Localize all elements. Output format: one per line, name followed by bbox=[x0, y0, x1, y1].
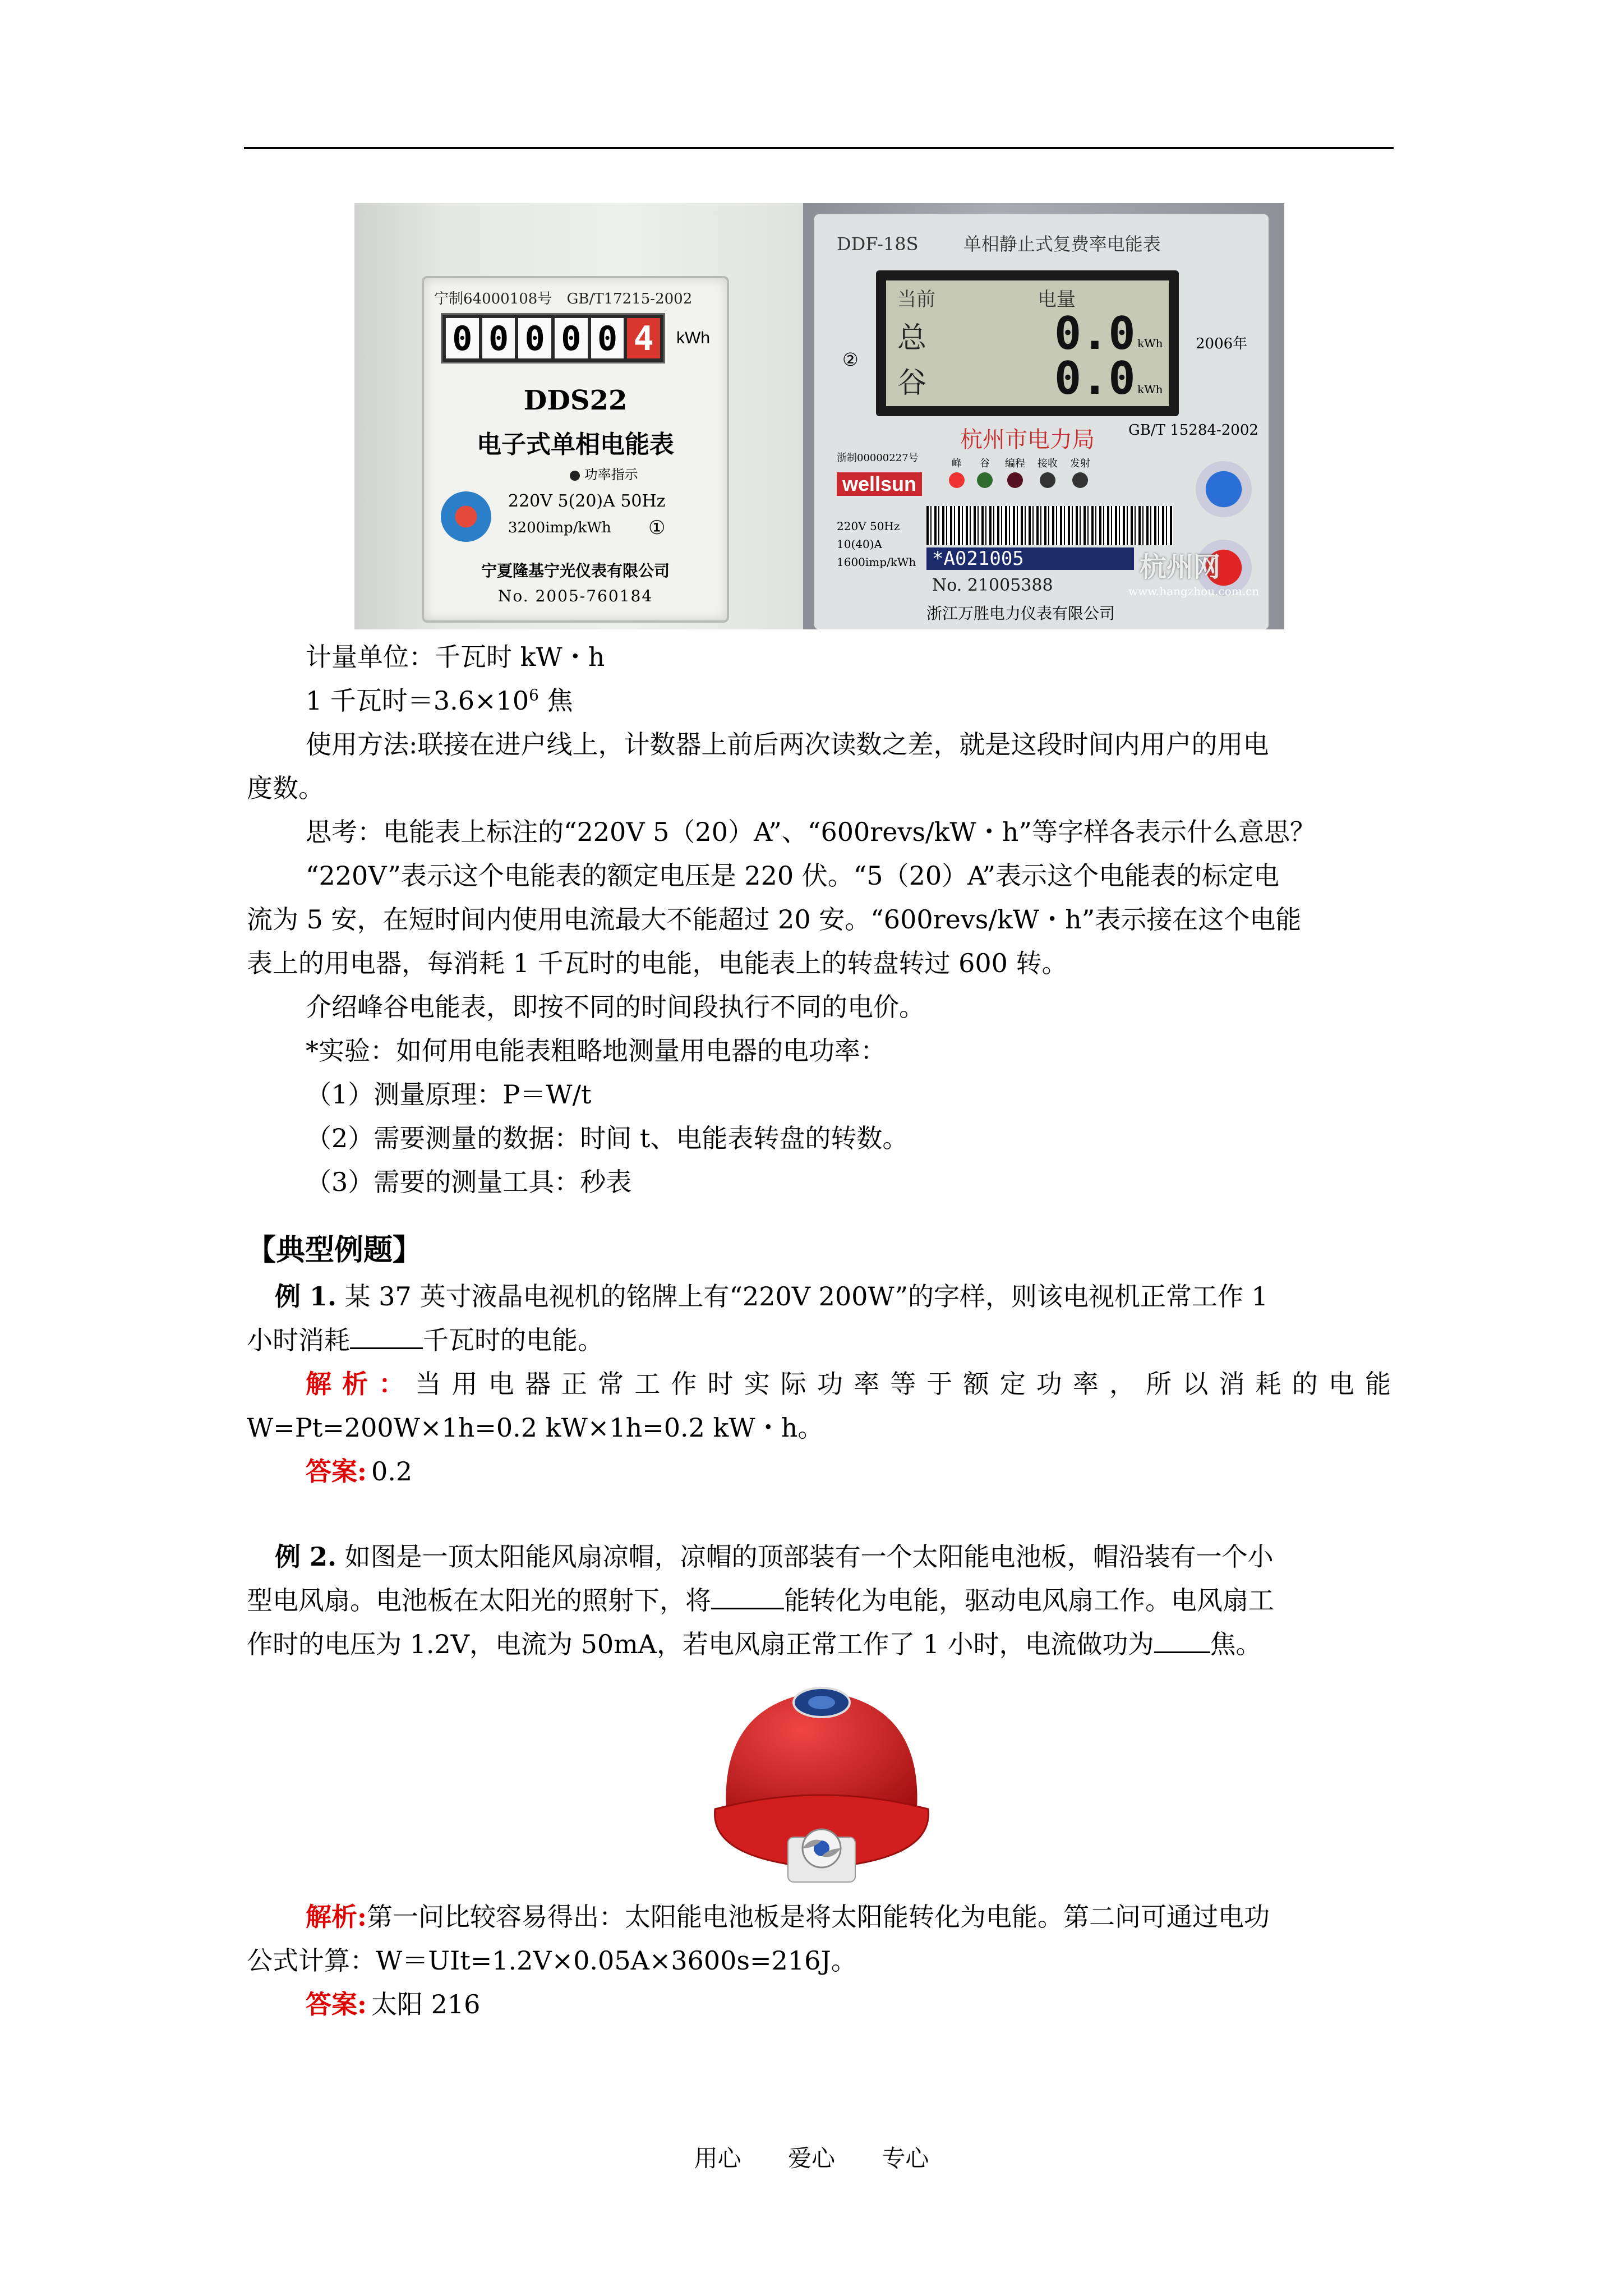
lcd-valley: 谷 bbox=[897, 366, 927, 400]
answer-value: 太阳 216 bbox=[371, 1989, 481, 2019]
brand-logo bbox=[441, 491, 491, 542]
led-red bbox=[949, 472, 965, 488]
led-label: 峰 bbox=[952, 458, 962, 470]
counter-unit: kWh bbox=[676, 329, 710, 347]
watermark-logo: 杭州网 bbox=[1140, 551, 1221, 583]
power-indicator-label: 功率指示 bbox=[584, 467, 638, 482]
counter-window bbox=[441, 313, 665, 364]
analysis-label: 解析： bbox=[306, 1369, 416, 1399]
conversion-line bbox=[306, 679, 573, 723]
meter-serial: No. 21005388 bbox=[932, 576, 1053, 595]
lcd-screen bbox=[886, 280, 1169, 406]
example-2-line-2 bbox=[247, 1579, 1274, 1622]
meter-class: ① bbox=[648, 517, 666, 539]
answer-blank bbox=[350, 1322, 423, 1349]
example-1-answer bbox=[306, 1450, 412, 1493]
meter-constant: 3200imp/kWh bbox=[508, 519, 611, 536]
conversion-unit: 焦 bbox=[538, 685, 573, 716]
meter-name: 电子式单相电能表 bbox=[477, 430, 674, 459]
counter-digit: 0 bbox=[446, 318, 479, 358]
step-1: （1）测量原理：P＝W/t bbox=[306, 1079, 592, 1110]
example-1-line-2 bbox=[247, 1318, 603, 1362]
meter-maker: 宁夏隆基宁光仪表有限公司 bbox=[481, 562, 670, 580]
meter-bureau: 杭州市电力局 bbox=[960, 427, 1095, 453]
example-2-label: 例 2. bbox=[275, 1542, 337, 1572]
counter-digit: 0 bbox=[518, 318, 551, 358]
conversion-text: 1 千瓦时＝3.6×10 bbox=[306, 685, 529, 716]
example-2-analysis-line-1 bbox=[306, 1895, 1270, 1939]
lcd-unit-2: kWh bbox=[1137, 383, 1163, 396]
led-dark bbox=[1040, 472, 1055, 488]
example-1-question: 某 37 英寸液晶电视机的铭牌上有“220V 200W”的字样，则该电视机正常工作 1 bbox=[336, 1281, 1268, 1312]
meter-class: ② bbox=[842, 349, 859, 370]
lcd-reading-1: 0.0 bbox=[1054, 307, 1136, 360]
led-dark bbox=[1072, 472, 1088, 488]
led-dark bbox=[1007, 472, 1023, 488]
barcode bbox=[926, 506, 1173, 545]
meter-year: 2006年 bbox=[1196, 335, 1248, 352]
answer-label: 答案: bbox=[306, 1456, 367, 1487]
example-1-analysis-line-2: W=Pt=200W×1h=0.2 kW×1h=0.2 kW・h。 bbox=[247, 1412, 824, 1443]
meter-face bbox=[422, 276, 729, 623]
meter-name: 单相静止式复费率电能表 bbox=[963, 233, 1161, 255]
answer-blank bbox=[711, 1582, 784, 1609]
example-2-text: 能转化为电能，驱动电风扇工作。电风扇工 bbox=[784, 1585, 1274, 1616]
meter-model: DDF-18S bbox=[837, 233, 919, 255]
answer-value: 0.2 bbox=[371, 1456, 413, 1487]
example-2-question: 如图是一顶太阳能风扇凉帽，凉帽的顶部装有一个太阳能电池板，帽沿装有一个小 bbox=[336, 1542, 1274, 1572]
usage-line-2: 度数。 bbox=[247, 773, 324, 803]
meter-standard: GB/T17215-2002 bbox=[566, 291, 693, 307]
example-1-analysis-line-1 bbox=[306, 1362, 1391, 1406]
rating-line: 220V 50Hz bbox=[837, 519, 900, 533]
lcd-unit-1: kWh bbox=[1137, 337, 1163, 350]
lcd-energy: 电量 bbox=[1038, 288, 1076, 311]
lcd-panel bbox=[876, 270, 1179, 416]
example-1-text: 小时消耗 bbox=[247, 1325, 350, 1355]
answer-label: 答案: bbox=[306, 1989, 367, 2019]
experiment-line: *实验：如何用电能表粗略地测量用电器的电功率： bbox=[306, 1036, 886, 1066]
counter-digit-red: 4 bbox=[627, 318, 660, 358]
barcode-text: *A021005 bbox=[926, 547, 1134, 570]
meter-serial: No. 2005-760184 bbox=[497, 587, 653, 605]
meter-cert: 宁制64000108号 bbox=[434, 291, 552, 307]
led-label: 编程 bbox=[1005, 458, 1025, 470]
step-3: （3）需要的测量工具：秒表 bbox=[306, 1167, 632, 1197]
power-led bbox=[570, 471, 580, 481]
counter-digit: 0 bbox=[555, 318, 588, 358]
meter-photo-right bbox=[803, 203, 1284, 629]
step-2: （2）需要测量的数据：时间 t、电能表转盘的转数。 bbox=[306, 1123, 909, 1153]
led-green bbox=[977, 472, 993, 488]
example-1-label: 例 1. bbox=[275, 1281, 337, 1312]
lcd-total: 总 bbox=[897, 321, 927, 355]
answer-blank bbox=[1154, 1626, 1210, 1653]
led-row bbox=[949, 455, 1090, 490]
example-2-analysis-line-2: 公式计算：W＝UIt=1.2V×0.05A×3600s=216J。 bbox=[247, 1945, 857, 1976]
led-label: 谷 bbox=[980, 458, 990, 470]
peak-valley-line: 介绍峰谷电能表，即按不同的时间段执行不同的电价。 bbox=[306, 992, 925, 1022]
counter-digit: 0 bbox=[591, 318, 624, 358]
example-2-text: 型电风扇。电池板在太阳光的照射下，将 bbox=[247, 1585, 711, 1616]
solar-cap-photo bbox=[704, 1669, 939, 1899]
header-rule bbox=[244, 147, 1394, 149]
led-label: 发射 bbox=[1070, 458, 1090, 470]
example-2-line-1 bbox=[275, 1535, 1274, 1579]
example-2-text: 焦。 bbox=[1210, 1629, 1262, 1659]
answer-line-2: 流为 5 安，在短时间内使用电流最大不能超过 20 安。“600revs/kW・h”表示接在这个电能 bbox=[247, 904, 1302, 935]
counter-digit: 0 bbox=[482, 318, 515, 358]
think-line: 思考：电能表上标注的“220V 5（20）A”、“600revs/kW・h”等字样各表示什么意思？ bbox=[306, 817, 1316, 847]
unit-line: 计量单位：千瓦时 kW・h bbox=[306, 642, 605, 672]
meter-maker: 浙江万胜电力仪表有限公司 bbox=[926, 604, 1115, 623]
analysis-text: 当用电器正常工作时实际功率等于额定功率，所以消耗的电能 bbox=[415, 1369, 1391, 1399]
lcd-reading-2: 0.0 bbox=[1054, 352, 1136, 404]
solar-cap-illustration bbox=[704, 1669, 939, 1899]
page-footer: 用心 爱心 专心 bbox=[694, 2145, 929, 2172]
section-title: 【典型例题】 bbox=[247, 1233, 422, 1267]
example-2-text: 作时的电压为 1.2V，电流为 50mA，若电风扇正常工作了 1 小时，电流做功为 bbox=[247, 1629, 1154, 1659]
meter-photo-left bbox=[354, 203, 803, 629]
led-label: 接收 bbox=[1038, 458, 1058, 470]
example-2-line-3 bbox=[247, 1622, 1262, 1666]
answer-line-3: 表上的用电器，每消耗 1 千瓦时的电能，电能表上的转盘转过 600 转。 bbox=[247, 948, 1068, 978]
conversion-exponent: 6 bbox=[529, 685, 539, 705]
meter-face bbox=[814, 214, 1269, 629]
analysis-label: 解析: bbox=[306, 1902, 367, 1932]
usage-line-1: 使用方法:联接在进户线上，计数器上前后两次读数之差，就是这段时间内用户的用电 bbox=[306, 729, 1269, 760]
blue-button bbox=[1196, 461, 1252, 517]
example-1-line-1 bbox=[275, 1274, 1268, 1318]
meter-model: DDS22 bbox=[523, 385, 628, 416]
rating-line: 1600imp/kWh bbox=[837, 555, 916, 569]
example-2-answer bbox=[306, 1982, 480, 2026]
analysis-text: 第一问比较容易得出：太阳能电池板是将太阳能转化为电能。第二问可通过电功 bbox=[366, 1902, 1270, 1932]
example-1-text: 千瓦时的电能。 bbox=[423, 1325, 603, 1355]
answer-line-1: “220V”表示这个电能表的额定电压是 220 伏。“5（20）A”表示这个电能表的标定电 bbox=[306, 861, 1280, 891]
meter-cert: 浙制00000227号 bbox=[837, 452, 919, 464]
meter-standard: GB/T 15284-2002 bbox=[1128, 422, 1258, 439]
lcd-current: 当前 bbox=[897, 288, 935, 311]
brand-logo: wellsun bbox=[837, 472, 922, 496]
meter-rating: 220V 5(20)A 50Hz bbox=[508, 491, 666, 511]
rating-line: 10(40)A bbox=[837, 537, 882, 551]
watermark-url: www.hangzhou.com.cn bbox=[1128, 585, 1260, 598]
